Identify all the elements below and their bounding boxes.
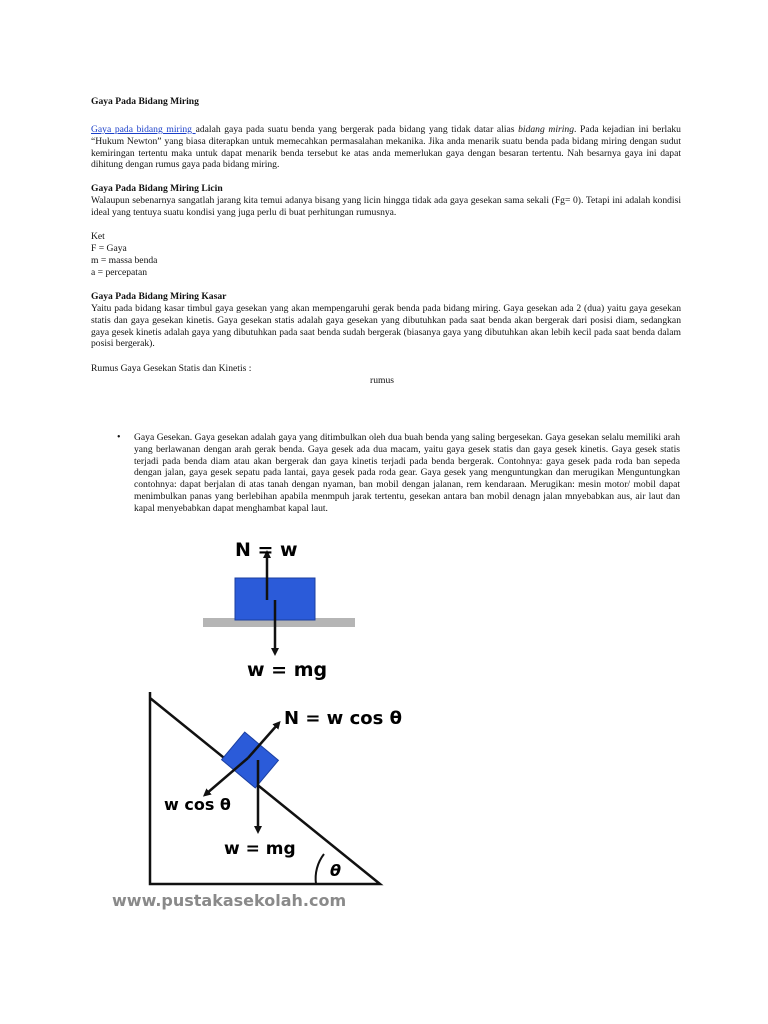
intro-text-2: . Pada kejadian ini berlaku “Hukum Newton” yang biasa diterapkan untuk memecahkan permasalahan mekanika. Jika anda menarik suatu benda pada bidang miring dengan sudut kemiringan tertentu maka untuk dapat menarik benda tersebut ke atas anda memerlukan gaya dengan besaran tertentu. Nah besarnya gaya ini dapat dihitung dengan rumus gaya pada bidang miring. bbox=[91, 124, 681, 171]
ket-item: F = Gaya bbox=[91, 243, 127, 254]
incline-n-label: N = w cos θ bbox=[284, 708, 402, 729]
incline-w-label: w = mg bbox=[224, 839, 296, 859]
rumus-label: Rumus Gaya Gesekan Statis dan Kinetis : bbox=[91, 363, 252, 374]
flat-surface-diagram bbox=[195, 530, 375, 690]
kasar-paragraph: Yaitu pada bidang kasar timbul gaya gesekan yang akan mempengaruhi gerak benda pada bidang miring. Gaya gesekan ada 2 (dua) yaitu gaya gesekan statis dan gaya gesekan kinetis. Gaya gesekan statis adalah gaya gesekan yang dibutuhkan pada saat benda akan bergerak dari posisi diam, sedangkan gaya gesek kinetis adalah gaya yang dibutuhkan pada saat benda sudah bergerak (biasanya gaya yang dibutuhkan akan lebih kecil pada saat benda dalam posisi bergerak). bbox=[91, 303, 681, 350]
ket-item: m = massa benda bbox=[91, 255, 158, 266]
licin-paragraph: Walaupun sebenarnya sangatlah jarang kita temui adanya bisang yang licin hingga tidak ada gaya gesekan sama sekali (Fg= 0). Tetapi ini adalah kondisi ideal yang tentuya suatu kondisi yang juga perlu di buat perhitungan rumusnya. bbox=[91, 195, 681, 218]
incline-block bbox=[222, 732, 279, 788]
gesekan-bullet-text: Gaya Gesekan. Gaya gesekan adalah gaya yang ditimbulkan oleh dua buah benda yang saling bergesekan. Gaya gesekan selalu memiliki arah yang berlawanan dengan arah gerak benda. Gaya gesek ada dua macam, yaitu gaya gesek statis dan gaya gesek kinetis. Gaya gesek statis terjadi pada benda diam atau akan bergerak dan gaya kinetis terjadi pada benda bergerak. Contohnya: gaya gesek pada roda ban sepeda dengan jalan, gaya gesek sepatu pada lantai, gaya gesek pada roda gear. Gaya gesek yang menguntungkan dan merugikan Menguntungkan contohnya: dapat berjalan di atas tanah dengan nyaman, ban mobil dengan jalanan, rem kendaraan. Merugikan: mesin motor/ mobil dapat menimbulkan panas yang berlebihan apabila menmpuh jarak tertentu, gesekan antara ban mobil denagn jalan mnyebabkan aus, air laut dan kapal menyebabkan dapat menghambat kapal laut. bbox=[134, 432, 680, 514]
incline-wcos-label: w cos θ bbox=[164, 795, 231, 814]
kasar-heading: Gaya Pada Bidang Miring Kasar bbox=[91, 291, 227, 302]
inclined-plane-diagram bbox=[110, 688, 430, 913]
ket-item: a = percepatan bbox=[91, 267, 148, 278]
ket-heading: Ket bbox=[91, 231, 105, 242]
watermark: www.pustakasekolah.com bbox=[112, 891, 347, 910]
rumus-image-caption: rumus bbox=[370, 375, 394, 386]
intro-emphasis: bidang miring bbox=[518, 124, 574, 135]
intro-text-1: adalah gaya pada suatu benda yang bergerak pada bidang yang tidak datar alias bbox=[195, 124, 519, 135]
page-title: Gaya Pada Bidang Miring bbox=[91, 96, 199, 107]
theta-label: θ bbox=[330, 861, 341, 880]
bidang-miring-link[interactable]: Gaya pada bidang miring bbox=[91, 124, 196, 135]
flat-top-label: N = w bbox=[235, 539, 298, 561]
bullet-icon: • bbox=[117, 432, 121, 443]
intro-paragraph bbox=[91, 124, 681, 171]
licin-heading: Gaya Pada Bidang Miring Licin bbox=[91, 183, 223, 194]
angle-arc bbox=[316, 854, 324, 884]
flat-bottom-label: w = mg bbox=[247, 659, 328, 681]
